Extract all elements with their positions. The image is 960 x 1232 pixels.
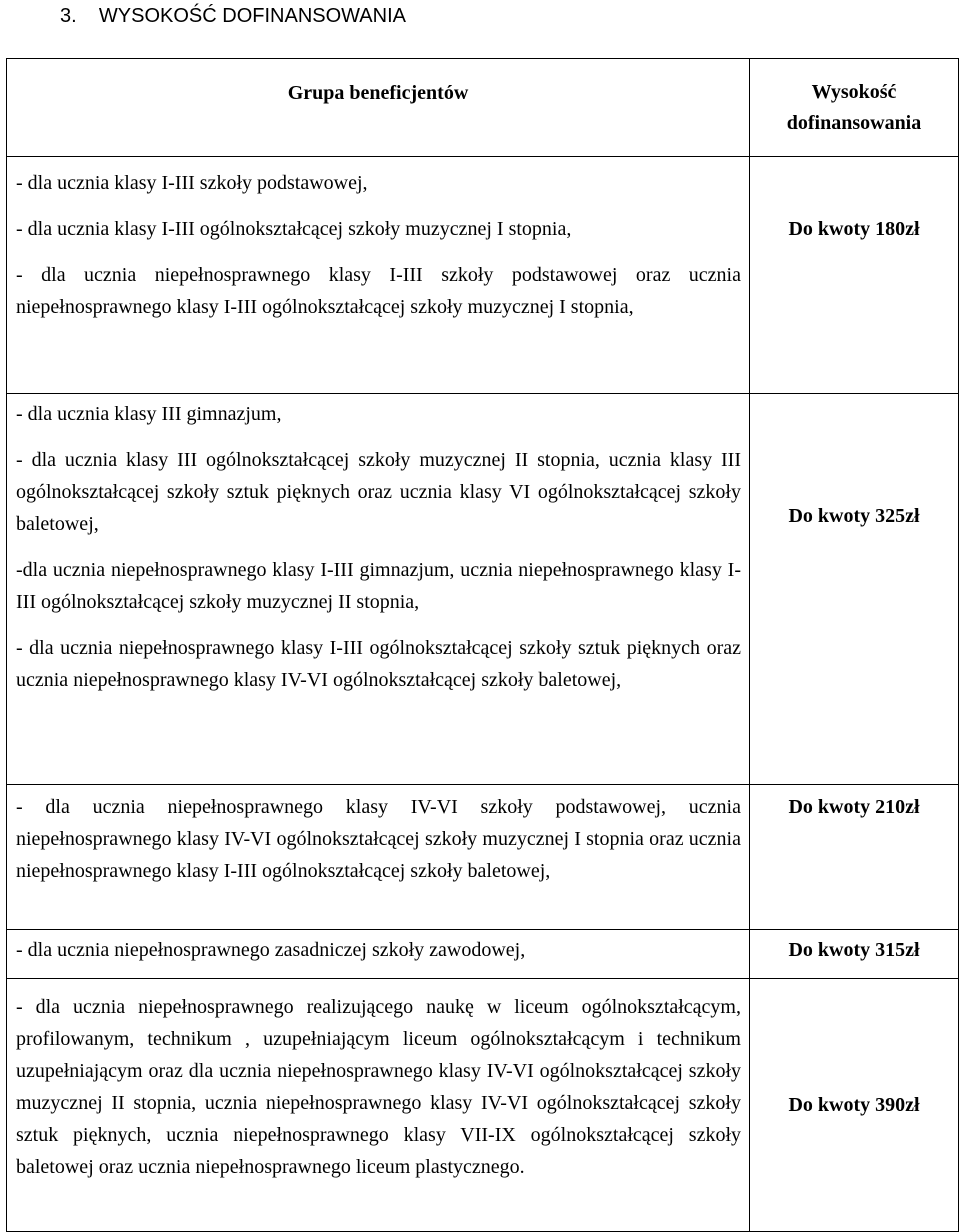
table-header-row <box>7 59 959 157</box>
beneficiary-cell <box>7 394 750 785</box>
section-heading <box>60 5 406 28</box>
list-item: - dla ucznia klasy III gimnazjum, <box>16 403 282 425</box>
list-item: - dla ucznia niepełnosprawnego realizującego naukę w liceum ogólnokształcącym, profilowanym, technikum , uzupełniającym liceum ogólnokształcącym i technikum uzupełniającym oraz dla ucznia niepełnosprawnego klasy IV-VI ogólnokształcącej szkoły muzycznej II stopnia, ucznia niepełnosprawnego klasy IV-VI ogólnokształcącej szkoły sztuk pięknych, ucznia niepełnosprawnego klasy VII-IX ogólnokształcącej szkoły baletowej oraz ucznia niepełnosprawnego liceum plastycznego. <box>16 996 741 1178</box>
list-item: - dla ucznia niepełnosprawnego zasadniczej szkoły zawodowej, <box>16 939 526 961</box>
list-item: - dla ucznia klasy I-III ogólnokształcącej szkoły muzycznej I stopnia, <box>16 218 572 240</box>
table-row <box>7 157 959 394</box>
list-item: -dla ucznia niepełnosprawnego klasy I-III gimnazjum, ucznia niepełnosprawnego klasy I-III ogólnokształcącej szkoły muzycznej II stopnia, <box>16 559 741 613</box>
header-amount-line2: dofinansowania <box>786 112 922 134</box>
amount-cell: Do kwoty 180zł <box>750 157 959 394</box>
amount-cell: Do kwoty 315zł <box>750 930 959 979</box>
header-amount <box>750 59 959 157</box>
list-item: - dla ucznia klasy I-III szkoły podstawowej, <box>16 172 368 194</box>
list-item: - dla ucznia niepełnosprawnego klasy I-III ogólnokształcącej szkoły sztuk pięknych oraz ucznia niepełnosprawnego klasy IV-VI ogólnokształcącej szkoły baletowej, <box>16 637 741 691</box>
amount-cell: Do kwoty 390zł <box>750 979 959 1232</box>
table-row <box>7 394 959 785</box>
table-row <box>7 930 959 979</box>
beneficiary-cell <box>7 157 750 394</box>
section-title: WYSOKOŚĆ DOFINANSOWANIA <box>98 5 406 27</box>
section-number: 3. <box>60 5 77 27</box>
list-item: - dla ucznia niepełnosprawnego klasy IV-VI szkoły podstawowej, ucznia niepełnosprawnego klasy IV-VI ogólnokształcącej szkoły muzycznej I stopnia oraz ucznia niepełnosprawnego klasy I-III ogólnokształcącej szkoły baletowej, <box>16 796 741 882</box>
beneficiary-cell <box>7 930 750 979</box>
funding-table <box>6 58 959 1232</box>
table-row <box>7 979 959 1232</box>
beneficiary-cell <box>7 979 750 1232</box>
header-group: Grupa beneficjentów <box>7 59 750 157</box>
amount-cell: Do kwoty 210zł <box>750 785 959 930</box>
list-item: - dla ucznia klasy III ogólnokształcącej szkoły muzycznej II stopnia, ucznia klasy III ogólnokształcącej szkoły sztuk pięknych oraz ucznia klasy VI ogólnokształcącej szkoły baletowej, <box>16 449 741 535</box>
beneficiary-cell <box>7 785 750 930</box>
table-row <box>7 785 959 930</box>
list-item: - dla ucznia niepełnosprawnego klasy I-III szkoły podstawowej oraz ucznia niepełnosprawnego klasy I-III ogólnokształcącej szkoły muzycznej I stopnia, <box>16 264 741 318</box>
amount-cell: Do kwoty 325zł <box>750 394 959 785</box>
header-amount-line1: Wysokość <box>811 81 897 103</box>
